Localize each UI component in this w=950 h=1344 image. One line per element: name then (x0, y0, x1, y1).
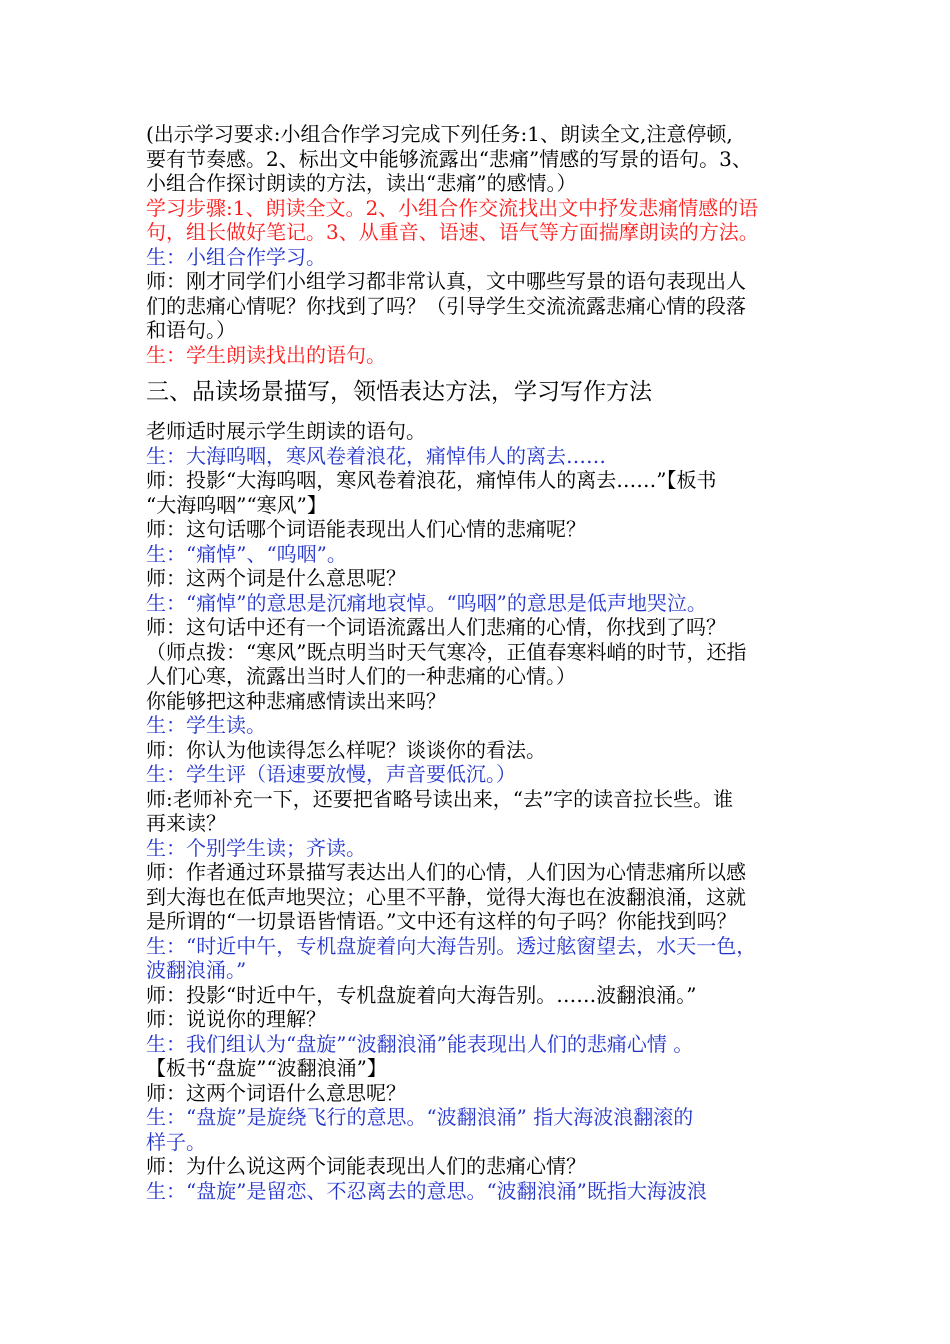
text-line: 是所谓的“一切景语皆情语。”文中还有这样的句子吗？你能找到吗？ (146, 909, 737, 933)
paragraph (146, 934, 836, 983)
text-line: 师：说说你的理解？ (146, 1007, 326, 1031)
text-line: 师：刚才同学们小组学习都非常认真，文中哪些写景的语句表现出人 (146, 269, 746, 293)
text-line: 生：“盘旋”是留恋、不忍离去的意思。“波翻浪涌”既指大海波浪 (146, 1178, 707, 1203)
paragraph (146, 542, 836, 567)
paragraph (146, 1032, 836, 1057)
paragraph (146, 860, 836, 934)
text-line: 生：“痛悼”的意思是沉痛地哀悼。“呜咽”的意思是低声地哭泣。 (146, 590, 707, 615)
text-line: 师：这两个词是什么意思呢？ (146, 566, 406, 590)
text-line: 要有节奏感。2、标出文中能够流露出“悲痛”情感的写景的语句。3、 (146, 146, 752, 171)
paragraph (146, 1081, 836, 1106)
text-line: 样子。 (146, 1129, 206, 1154)
text-line: 生：个别学生读；齐读。 (146, 835, 366, 860)
text-line: 师：这句话哪个词语能表现出人们心情的悲痛呢？ (146, 517, 586, 541)
paragraph (146, 245, 836, 270)
text-line: 你能够把这种悲痛感情读出来吗？ (146, 688, 446, 713)
document-body (146, 122, 836, 1203)
paragraph (146, 343, 836, 368)
text-line: 师：为什么说这两个词能表现出人们的悲痛心情？ (146, 1154, 586, 1178)
text-line: 师：作者通过环景描写表达出人们的心情，人们因为心情悲痛所以感 (146, 860, 746, 884)
paragraph (146, 689, 836, 714)
paragraph (146, 1179, 836, 1204)
paragraph (146, 269, 836, 343)
paragraph (146, 444, 836, 469)
text-line: 老师适时展示学生朗读的语句。 (146, 419, 426, 443)
text-line: 句，组长做好笔记。3、从重音、语速、语气等方面揣摩朗读的方法。 (146, 220, 759, 244)
text-line: 师:老师补充一下，还要把省略号读出来，“去”字的读音拉长些。谁 (146, 786, 734, 811)
paragraph (146, 787, 836, 836)
paragraph (146, 566, 836, 591)
paragraph (146, 640, 836, 689)
paragraph (146, 738, 836, 763)
text-line: 生：大海呜咽，寒风卷着浪花，痛悼伟人的离去…… (146, 443, 606, 468)
text-line: 人们心寒，流露出当时人们的一种悲痛的心情。） (146, 664, 576, 688)
paragraph (146, 983, 836, 1008)
text-line: “大海呜咽”“寒风”】 (146, 492, 327, 517)
text-line: 师：你认为他读得怎么样呢？谈谈你的看法。 (146, 737, 546, 762)
text-line: 生：学生朗读找出的语句。 (146, 342, 386, 367)
text-line: 生：“盘旋”是旋绕飞行的意思。“波翻浪涌” 指大海波浪翻滚的 (146, 1105, 694, 1129)
text-line: 们的悲痛心情呢？你找到了吗？（引导学生交流流露悲痛心情的段落 (146, 293, 746, 318)
text-line: 生：我们组认为“盘旋”“波翻浪涌”能表现出人们的悲痛心情 。 (146, 1031, 694, 1056)
paragraph (146, 196, 836, 245)
paragraph (146, 836, 836, 861)
text-line: (出示学习要求:小组合作学习完成下列任务:1、朗读全文,注意停顿, (146, 122, 733, 146)
text-line: 师：投影“大海呜咽，寒风卷着浪花，痛悼伟人的离去……”【板书 (146, 468, 717, 492)
paragraph (146, 1154, 836, 1179)
paragraph (146, 1056, 836, 1081)
text-line: 学习步骤:1、朗读全文。2、小组合作交流找出文中抒发悲痛情感的语 (146, 195, 759, 220)
text-line: 生：“痛悼”、“呜咽”。 (146, 541, 347, 566)
paragraph (146, 468, 836, 517)
text-line: 生：学生读。 (146, 713, 266, 737)
text-line: 师：投影“时近中午，专机盘旋着向大海告别。……波翻浪涌。” (146, 982, 697, 1007)
text-line: 生：小组合作学习。 (146, 244, 326, 269)
text-line: 波翻浪涌。” (146, 958, 247, 982)
paragraph (146, 615, 836, 640)
text-line: 生：“时近中午，专机盘旋着向大海告别。透过舷窗望去，水天一色， (146, 933, 757, 958)
text-line: 到大海也在低声地哭泣；心里不平静，觉得大海也在波翻浪涌，这就 (146, 884, 746, 909)
paragraph (146, 1007, 836, 1032)
text-line: 【板书“盘旋”“波翻浪涌”】 (146, 1056, 387, 1080)
text-line: 生：学生评（语速要放慢，声音要低沉。） (146, 762, 516, 786)
text-line: （师点拨：“寒风”既点明当时天气寒冷，正值春寒料峭的时节，还指 (146, 639, 747, 664)
paragraph (146, 591, 836, 616)
text-line: 师：这句话中还有一个词语流露出人们悲痛的心情，你找到了吗？ (146, 615, 726, 639)
section-reading-dialogue (146, 419, 836, 1203)
text-line: 师：这两个词语什么意思呢？ (146, 1080, 406, 1105)
paragraph (146, 419, 836, 444)
section-heading: 三、品读场景描写，领悟表达方法，学习写作方法 (146, 379, 652, 405)
paragraph (146, 517, 836, 542)
paragraph (146, 762, 836, 787)
paragraph (146, 122, 836, 196)
text-line: 再来读？ (146, 811, 226, 835)
paragraph (146, 713, 836, 738)
text-line: 小组合作探讨朗读的方法，读出“悲痛”的感情。） (146, 171, 577, 195)
text-line: 和语句。） (146, 318, 236, 342)
paragraph (146, 1105, 836, 1154)
section-study-requirements (146, 122, 836, 367)
